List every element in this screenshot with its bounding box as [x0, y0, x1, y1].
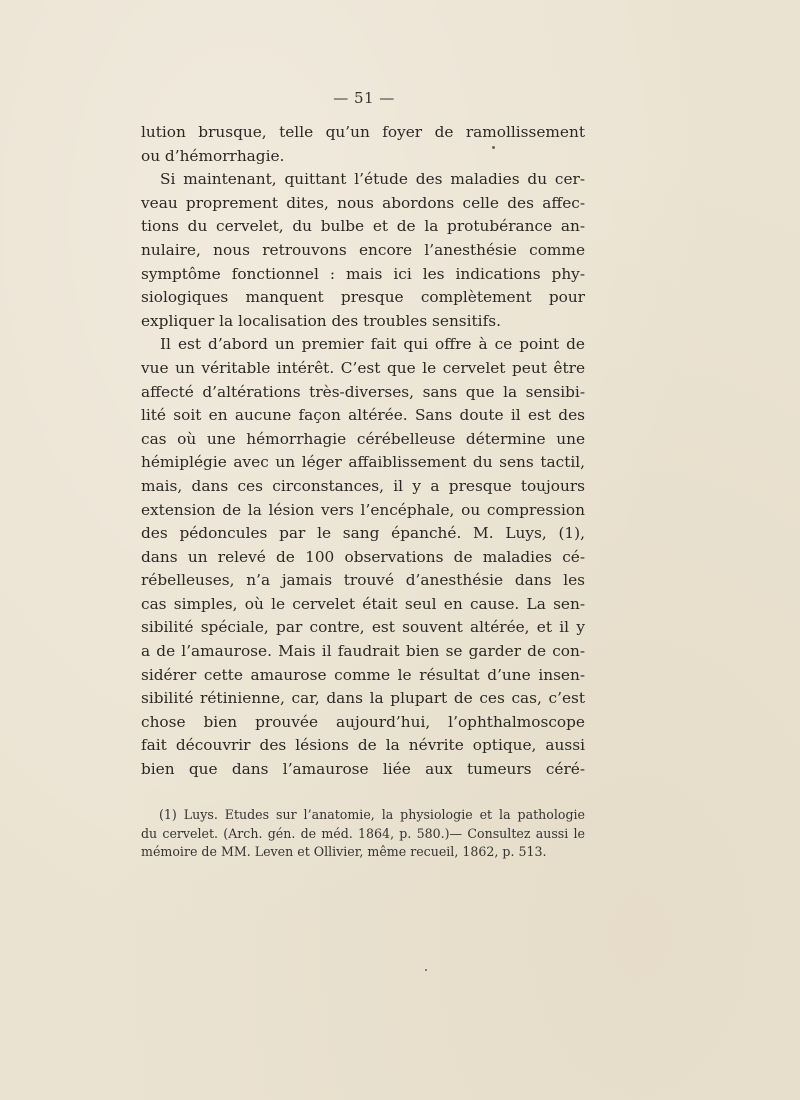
body-text [141, 121, 585, 782]
footnote-line: mémoire de MM. Leven et Ollivier, même recueil, 1862, p. 513. [141, 844, 547, 859]
text-line: rébelleuses, n’a jamais trouvé d’anesthésie dans les [141, 571, 585, 590]
text-line: hémiplégie avec un léger affaiblissement du sens tactil, [141, 453, 585, 472]
text-line: siologiques manquent presque complètement pour [141, 288, 585, 307]
text-line: sibilité spéciale, par contre, est souvent altérée, et il y [141, 618, 585, 637]
page-number: — 51 — [333, 89, 395, 107]
text-line: dans un relevé de 100 observations de maladies cé- [141, 547, 585, 566]
paper-speck [425, 969, 427, 971]
footnote-line: du cervelet. (Arch. gén. de méd. 1864, p. 580.)— Consultez aussi le [141, 825, 585, 841]
text-line: cas où une hémorrhagie cérébelleuse détermine une [141, 429, 585, 448]
text-line: Il est d’abord un premier fait qui offre à ce point de [160, 335, 585, 354]
text-line: mais, dans ces circonstances, il y a presque toujours [141, 476, 585, 495]
text-line: a de l’amaurose. Mais il faudrait bien se garder de con- [141, 642, 585, 661]
text-line: chose bien prouvée aujourd’hui, l’ophthalmoscope [141, 712, 585, 731]
text-line: vue un véritable intérêt. C’est que le cervelet peut être [141, 358, 585, 377]
text-line: sibilité rétinienne, car, dans la plupart de ces cas, c’est [141, 689, 585, 708]
text-line: ou d’hémorrhagie. [141, 146, 285, 165]
paper-speck [492, 146, 495, 149]
text-line: veau proprement dites, nous abordons celle des affec- [141, 193, 585, 212]
text-line: sidérer cette amaurose comme le résultat d’une insen- [141, 665, 585, 684]
text-line: symptôme fonctionnel : mais ici les indications phy- [141, 264, 585, 283]
text-line: tions du cervelet, du bulbe et de la protubérance an- [141, 217, 585, 236]
text-line: lution brusque, telle qu’un foyer de ramollissement [141, 123, 585, 141]
text-line: fait découvrir des lésions de la névrite optique, aussi [141, 736, 585, 755]
text-line: des pédoncules par le sang épanché. M. Luys, (1), [141, 524, 585, 543]
text-line: Si maintenant, quittant l’étude des maladies du cer- [160, 170, 585, 189]
text-line: extension de la lésion vers l’encéphale, ou compression [141, 500, 585, 519]
footnotes [141, 806, 585, 862]
text-line: nulaire, nous retrouvons encore l’anesthésie comme [141, 240, 585, 259]
text-line: affecté d’altérations très-diverses, sans que la sensibi- [141, 382, 585, 401]
text-line: bien que dans l’amaurose liée aux tumeurs céré- [141, 760, 585, 779]
text-line: expliquer la localisation des troubles sensitifs. [141, 311, 501, 330]
text-line: cas simples, où le cervelet était seul en cause. La sen- [141, 594, 585, 613]
footnote-line: (1) Luys. Etudes sur l’anatomie, la physiologie et la pathologie [159, 807, 585, 822]
text-line: lité soit en aucune façon altérée. Sans doute il est des [141, 406, 585, 425]
